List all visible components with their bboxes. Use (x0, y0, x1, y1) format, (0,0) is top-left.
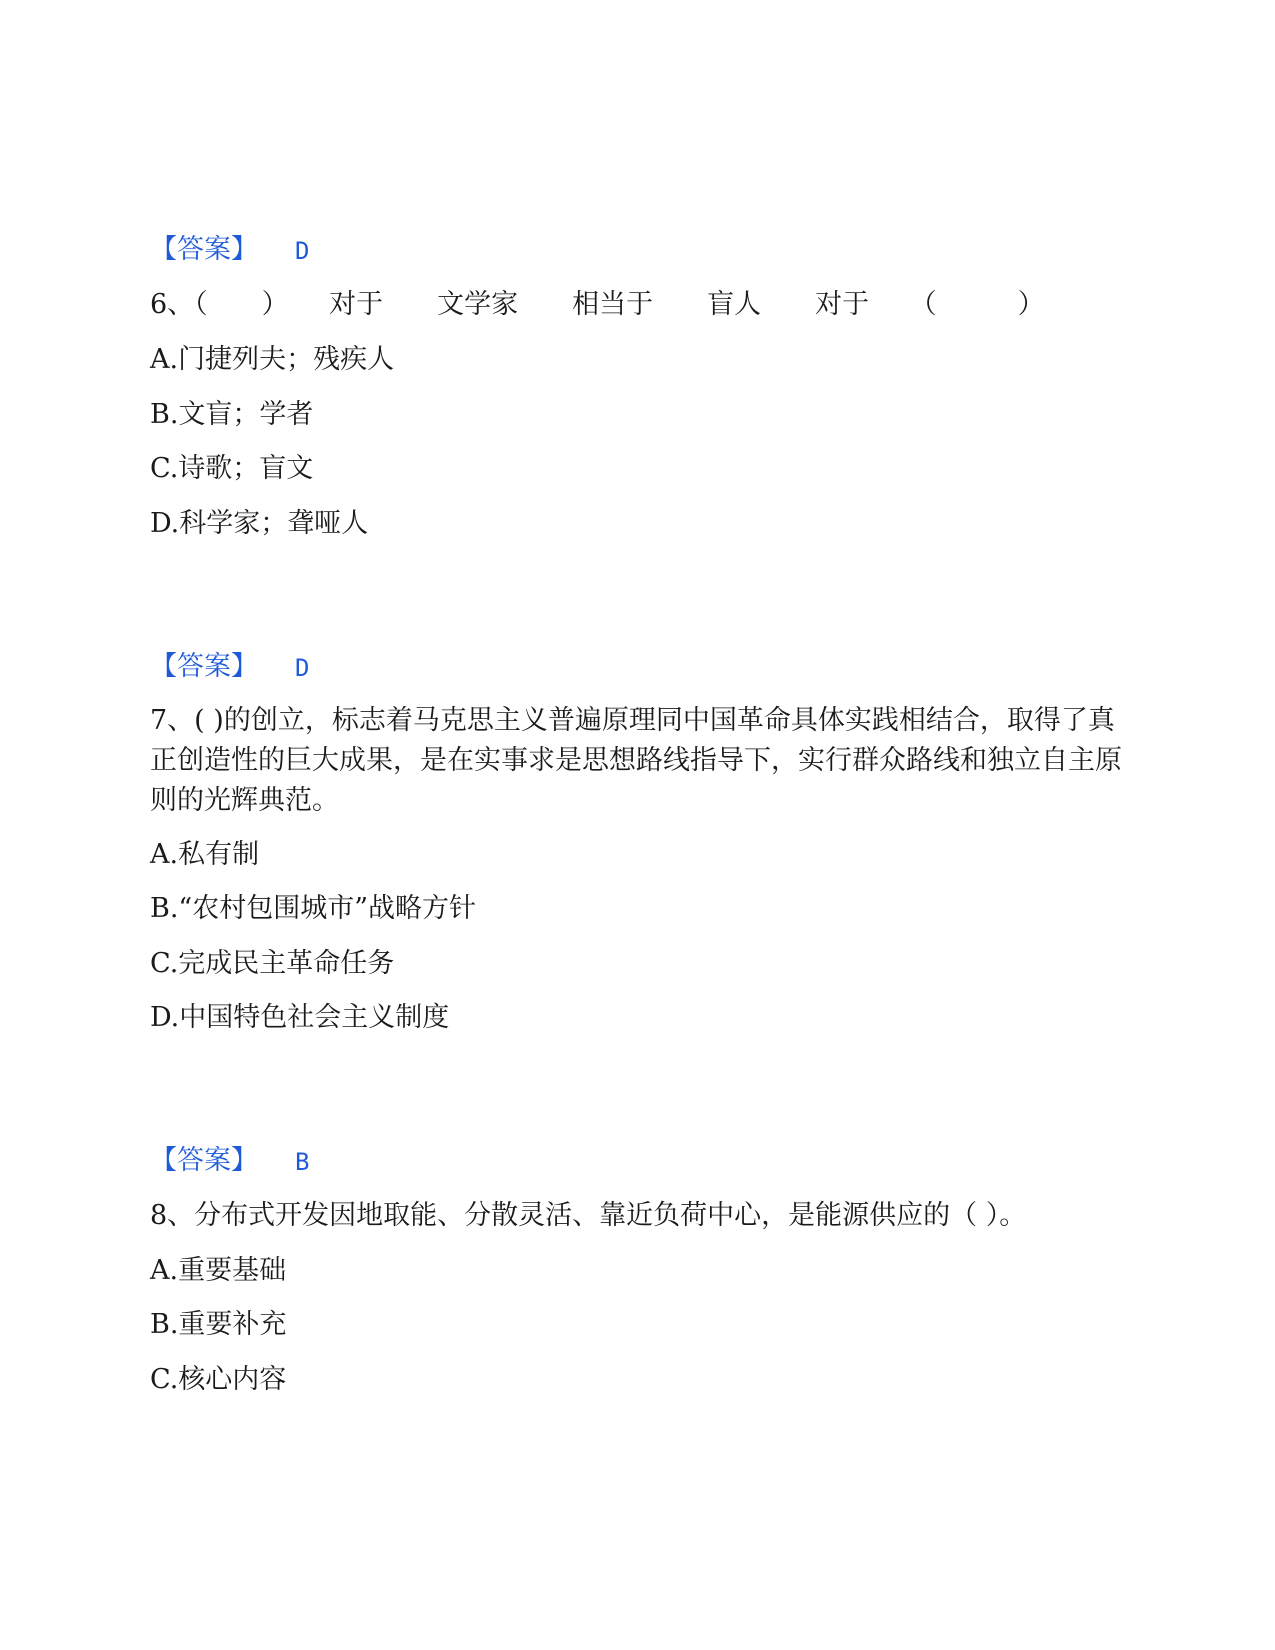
answer-tag: 【答案】 (150, 234, 258, 265)
answer-value: B (295, 1148, 310, 1176)
answer-line-2 (150, 647, 550, 687)
option-a: A.私有制 (150, 839, 260, 870)
option-b: B.重要补充 (150, 1309, 287, 1340)
question-7-text: 7、( )的创立，标志着马克思主义普遍原理同中国革命具体实践相结合，取得了真正创造性的巨大成果，是在实事求是思想路线指导下，实行群众路线和独立自主原则的光辉典范。 (150, 705, 1122, 816)
option-c: C.完成民主革命任务 (150, 948, 395, 979)
option-a: A.门捷列夫；残疾人 (150, 344, 395, 375)
answer-line-1 (150, 230, 550, 270)
answer-value: D (295, 237, 310, 265)
answer-tag: 【答案】 (150, 1145, 258, 1176)
option-c: C.核心内容 (150, 1364, 287, 1395)
option-c: C.诗歌；盲文 (150, 453, 314, 484)
option-a: A.重要基础 (150, 1255, 287, 1286)
question-6-text: 6、（ ） 对于 文学家 相当于 盲人 对于 （ ） (150, 289, 1045, 320)
answer-tag: 【答案】 (150, 651, 258, 682)
answer-value: D (295, 654, 310, 682)
option-b: B.“农村包围城市”战略方针 (150, 893, 477, 924)
option-d: D.科学家；聋哑人 (150, 508, 369, 539)
option-d: D.中国特色社会主义制度 (150, 1002, 450, 1033)
answer-line-3 (150, 1141, 550, 1181)
option-b: B.文盲；学者 (150, 399, 314, 430)
question-8-text: 8、分布式开发因地取能、分散灵活、靠近负荷中心，是能源供应的（ ）。 (150, 1200, 1027, 1231)
